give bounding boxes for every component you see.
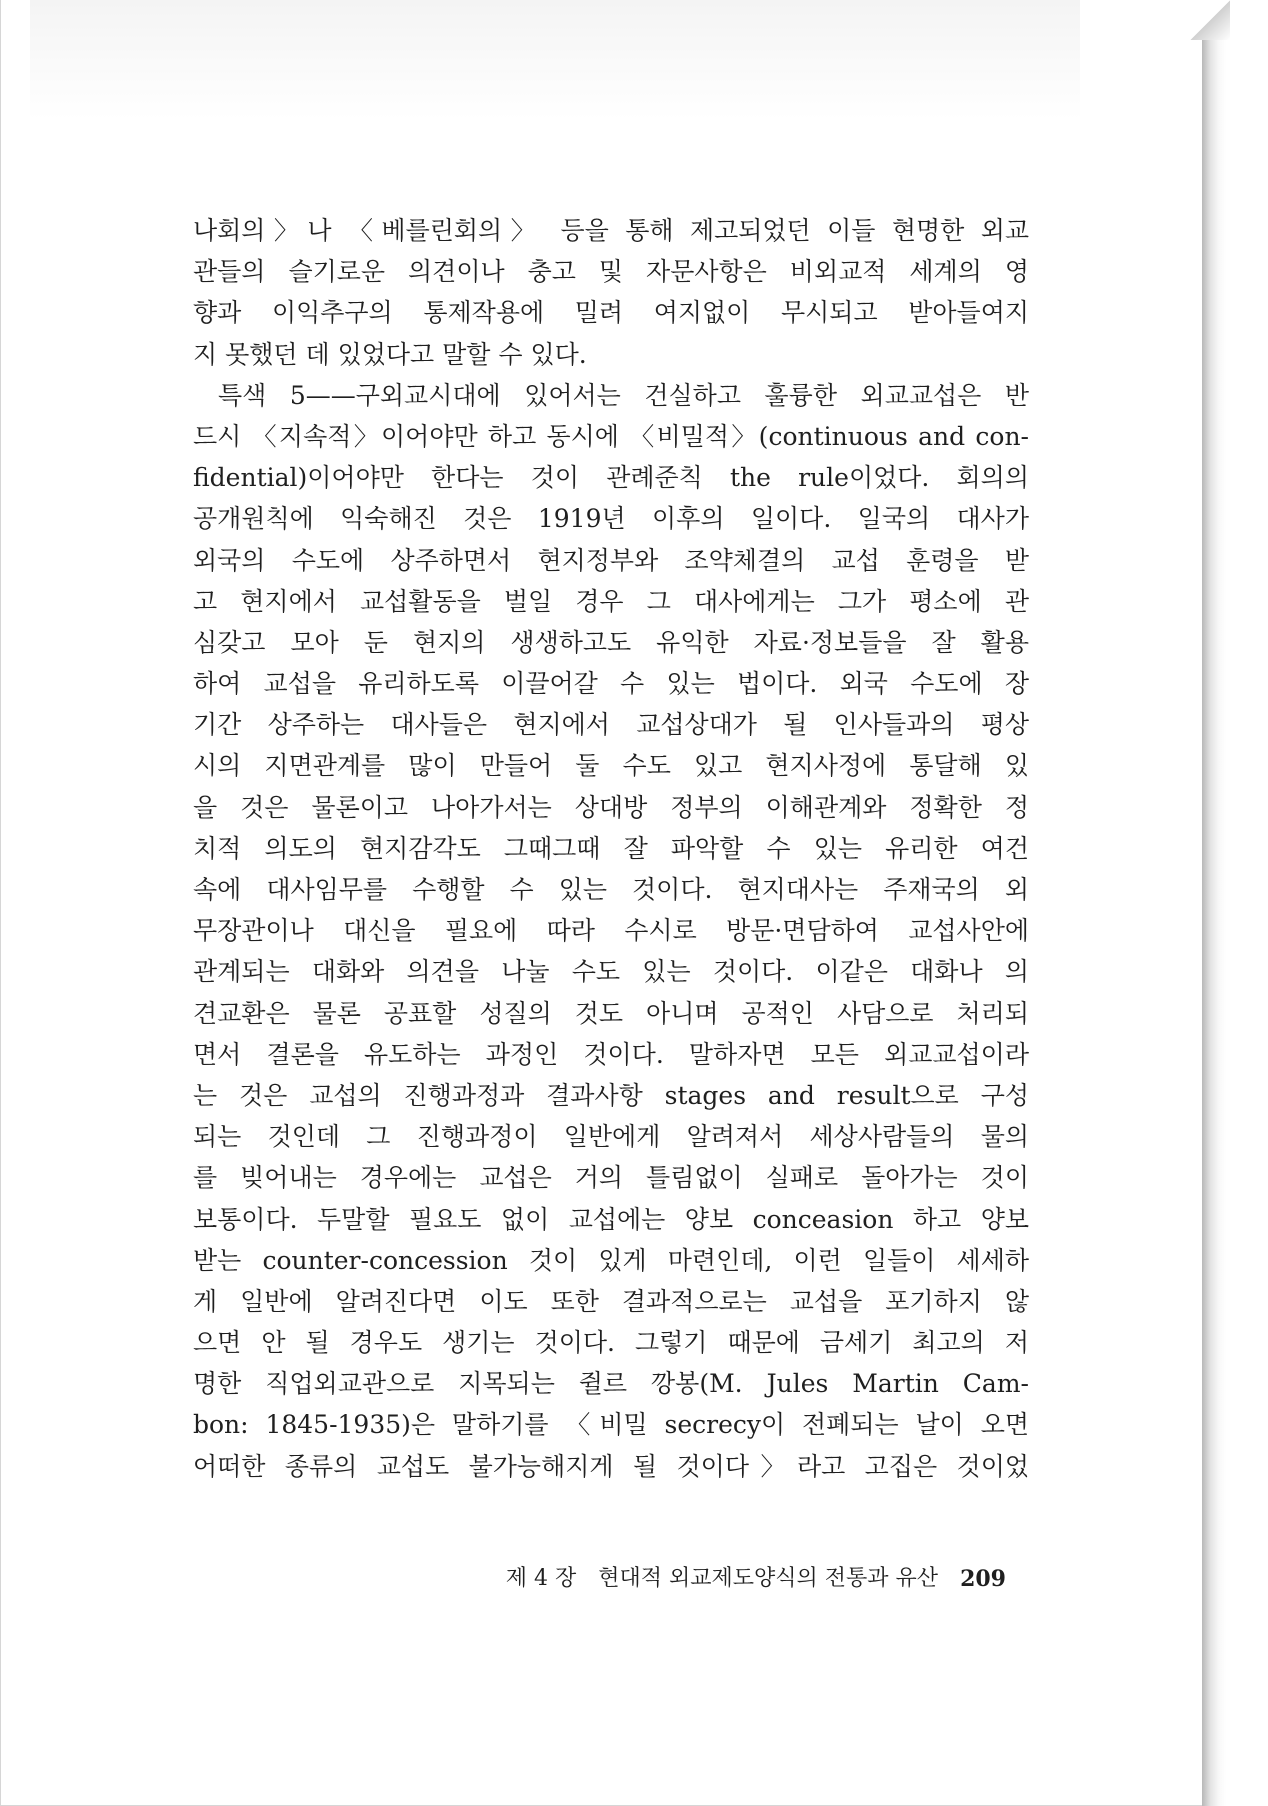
text-line-5: 특색 5——구외교시대에 있어서는 건실하고 훌륭한 외교교섭은 반 <box>218 380 1029 410</box>
text-line-30: bon: 1845-1935)은 말하기를 〈비밀 secrecy이 전폐되는 날이 오면 <box>193 1410 1029 1440</box>
text-line-12: 하여 교섭을 유리하도록 이끌어갈 수 있는 법이다. 외국 수도에 장 <box>193 669 1029 699</box>
page-number: 209 <box>960 1566 1006 1592</box>
text-line-29: 명한 직업외교관으로 지목되는 쥘르 깡봉(M. Jules Martin Cam- <box>193 1369 1029 1399</box>
text-line-13: 기간 상주하는 대사들은 현지에서 교섭상대가 될 인사들과의 평상 <box>193 710 1029 740</box>
text-line-21: 면서 결론을 유도하는 과정인 것이다. 말하자면 모든 외교교섭이라 <box>193 1039 1029 1069</box>
text-line-25: 보통이다. 두말할 필요도 없이 교섭에는 양보 conceasion 하고 양보 <box>193 1204 1029 1234</box>
text-line-3: 향과 이익추구의 통제작용에 밀려 여지없이 무시되고 받아들여지 <box>193 298 1029 328</box>
text-line-28: 으면 안 될 경우도 생기는 것이다. 그렇기 때문에 금세기 최고의 저 <box>193 1328 1029 1358</box>
text-line-1: 나회의〉나 〈베를린회의〉 등을 통해 제고되었던 이들 현명한 외교 <box>193 216 1029 245</box>
page-edge-shadow <box>1202 0 1226 1806</box>
text-line-23: 되는 것인데 그 진행과정이 일반에게 알려져서 세상사람들의 물의 <box>193 1122 1029 1152</box>
text-line-2: 관들의 슬기로운 의견이나 충고 및 자문사항은 비외교적 세계의 영 <box>193 257 1029 287</box>
text-line-15: 을 것은 물론이고 나아가서는 상대방 정부의 이해관계와 정확한 정 <box>193 792 1029 822</box>
text-line-16: 치적 의도의 현지감각도 그때그때 잘 파악할 수 있는 유리한 여건 <box>193 833 1029 863</box>
text-line-11: 심갖고 모아 둔 현지의 생생하고도 유익한 자료·정보들을 잘 활용 <box>193 627 1029 657</box>
text-line-18: 무장관이나 대신을 필요에 따라 수시로 방문·면담하여 교섭사안에 <box>193 916 1029 946</box>
text-line-26: 받는 counter-concession 것이 있게 마련인데, 이런 일들이 세세하 <box>193 1245 1029 1275</box>
text-line-17: 속에 대사임무를 수행할 수 있는 것이다. 현지대사는 주재국의 외 <box>193 875 1029 904</box>
scan-shadow <box>30 0 1080 120</box>
text-line-7: fidential)이어야만 한다는 것이 관례준칙 the rule이었다. 회의의 <box>193 463 1029 493</box>
text-line-19: 관계되는 대화와 의견을 나눌 수도 있는 것이다. 이같은 대화나 의 <box>193 957 1029 987</box>
text-line-27: 게 일반에 알려진다면 이도 또한 결과적으로는 교섭을 포기하지 않 <box>193 1286 1029 1316</box>
page-corner <box>1190 0 1230 40</box>
chapter-title: 현대적 외교제도양식의 전통과 유산 <box>598 1566 939 1591</box>
text-line-4: 지 못했던 데 있었다고 말할 수 있다. <box>193 339 587 369</box>
body-text <box>193 210 1029 1487</box>
text-line-14: 시의 지면관계를 많이 만들어 둘 수도 있고 현지사정에 통달해 있 <box>193 751 1029 781</box>
text-line-9: 외국의 수도에 상주하면서 현지정부와 조약체결의 교섭 훈령을 받 <box>193 545 1029 575</box>
text-line-20: 견교환은 물론 공표할 성질의 것도 아니며 공적인 사담으로 처리되 <box>193 998 1029 1028</box>
text-line-6: 드시 〈지속적〉이어야만 하고 동시에 〈비밀적〉(continuous and con- <box>193 421 1029 451</box>
text-line-10: 고 현지에서 교섭활동을 벌일 경우 그 대사에게는 그가 평소에 관 <box>193 586 1029 616</box>
running-footer <box>440 1564 1006 1594</box>
text-line-8: 공개원칙에 익숙해진 것은 1919년 이후의 일이다. 일국의 대사가 <box>193 504 1029 534</box>
text-line-24: 를 빚어내는 경우에는 교섭은 거의 틀림없이 실패로 돌아가는 것이 <box>193 1163 1029 1193</box>
chapter-label: 제 4 장 <box>505 1566 577 1591</box>
text-line-22: 는 것은 교섭의 진행과정과 결과사항 stages and result으로 구성 <box>193 1080 1029 1110</box>
text-line-31: 어떠한 종류의 교섭도 불가능해지게 될 것이다〉라고 고집은 것이었 <box>193 1451 1029 1481</box>
